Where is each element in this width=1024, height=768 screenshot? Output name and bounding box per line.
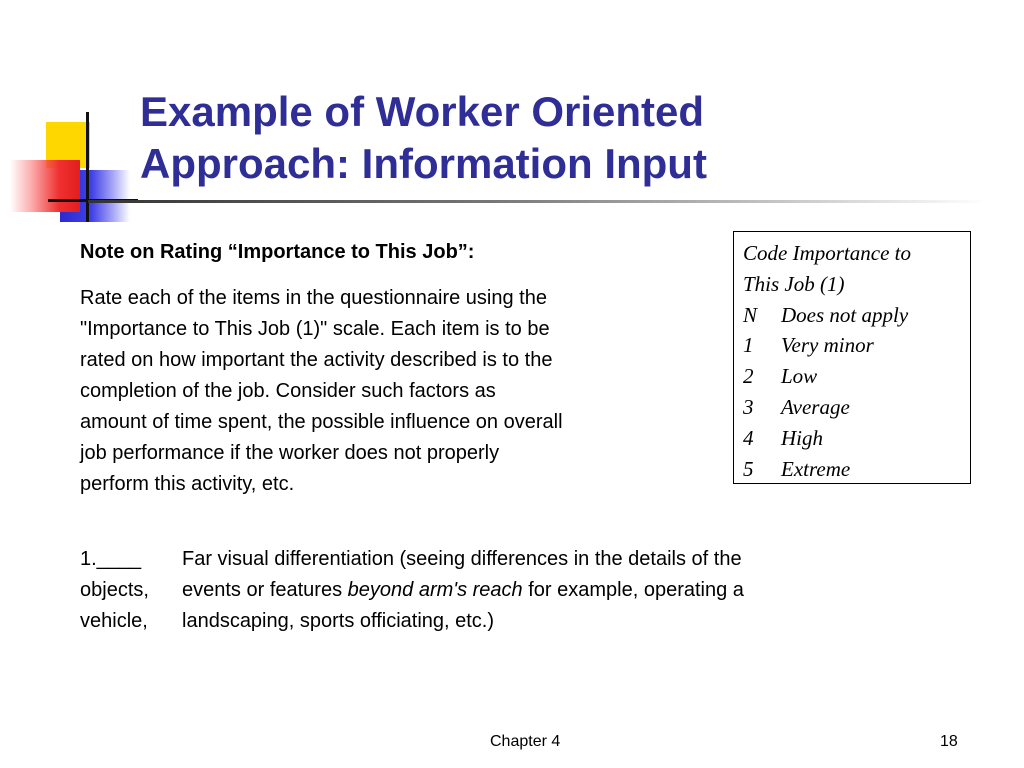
title-line-2: Approach: Information Input xyxy=(140,140,707,187)
code-row xyxy=(743,392,970,423)
slide-title xyxy=(140,86,980,190)
note-line: "Importance to This Job (1)" scale. Each item is to be xyxy=(80,318,550,340)
item-number-blank: 1.____ xyxy=(80,548,142,570)
code-label: Average xyxy=(781,394,850,419)
code-value: N xyxy=(743,302,758,327)
item-text-line: Far visual differentiation (seeing differences in the details of the xyxy=(182,548,742,570)
item-row xyxy=(80,606,960,637)
code-label: Very minor xyxy=(781,333,874,358)
footer-chapter: Chapter 4 xyxy=(490,733,561,750)
item-row xyxy=(80,544,960,575)
code-value: 5 xyxy=(743,456,754,481)
code-box-title-line-2: This Job (1) xyxy=(743,271,845,296)
code-label: Low xyxy=(781,364,818,389)
code-box-title-line-1: Code Importance to xyxy=(743,241,911,265)
code-value: 3 xyxy=(743,394,754,419)
note-line: rated on how important the activity described is to the xyxy=(80,349,553,371)
code-row xyxy=(743,361,970,392)
item-text-line xyxy=(182,575,744,606)
logo-red-square xyxy=(10,160,80,212)
note-line: perform this activity, etc. xyxy=(80,473,295,495)
code-row xyxy=(743,423,970,454)
code-label: High xyxy=(781,425,823,450)
note-line: Rate each of the items in the questionnaire using the xyxy=(80,287,547,309)
item-left-word: objects, xyxy=(80,579,149,601)
note-line: job performance if the worker does not properly xyxy=(80,442,500,464)
logo-vertical-line xyxy=(86,112,89,222)
note-body xyxy=(80,283,720,500)
item-emphasis: beyond arm's reach xyxy=(347,579,523,601)
importance-code-box xyxy=(733,231,971,484)
code-row xyxy=(743,330,970,361)
item-text-fragment: events or features xyxy=(182,579,348,601)
item-row xyxy=(80,575,960,606)
item-left-word: vehicle, xyxy=(80,610,148,632)
code-value: 1 xyxy=(743,333,754,358)
title-line-1: Example of Worker Oriented xyxy=(140,88,705,135)
code-label: Does not apply xyxy=(781,302,909,327)
code-row xyxy=(743,300,970,331)
code-label: Extreme xyxy=(781,456,851,481)
questionnaire-item-1 xyxy=(80,544,960,637)
code-value: 4 xyxy=(743,425,754,450)
footer-page-number: 18 xyxy=(940,733,958,750)
code-value: 2 xyxy=(743,364,754,389)
item-text-line: landscaping, sports officiating, etc.) xyxy=(182,610,495,632)
title-underline xyxy=(88,200,988,203)
note-heading: Note on Rating “Importance to This Job”: xyxy=(80,241,475,263)
note-line: amount of time spent, the possible influence on overall xyxy=(80,411,563,433)
item-text-fragment: for example, operating a xyxy=(522,579,744,601)
code-row xyxy=(743,454,970,485)
note-line: completion of the job. Consider such factors as xyxy=(80,380,496,402)
